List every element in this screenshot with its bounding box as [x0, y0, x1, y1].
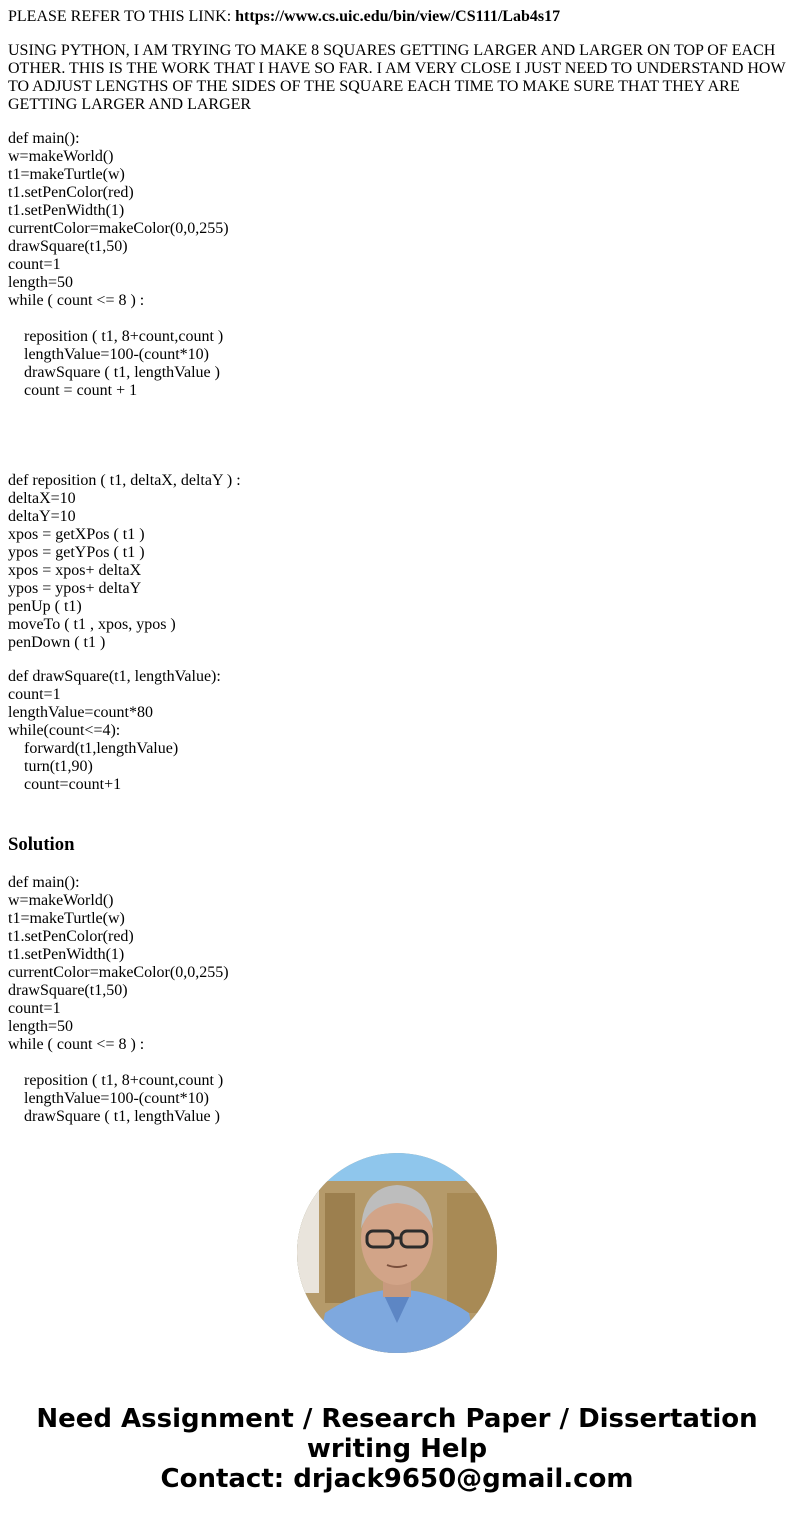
code-line: xpos = getXPos ( t1 ) — [8, 526, 145, 543]
footer-line-2: writing Help — [306, 1434, 488, 1464]
code-line: length=50 — [8, 1018, 74, 1035]
code-line: lengthValue=100-(count*10) — [24, 1090, 209, 1107]
code-line: t1.setPenWidth(1) — [8, 946, 125, 963]
footer-banner — [0, 1404, 794, 1494]
code-line: drawSquare(t1,50) — [8, 238, 128, 255]
code-line: w=makeWorld() — [8, 148, 114, 165]
code-line: count=count+1 — [24, 776, 122, 793]
code-line: while(count<=4): — [8, 722, 121, 739]
code-line: def drawSquare(t1, lengthValue): — [8, 668, 221, 685]
code-line: drawSquare(t1,50) — [8, 982, 128, 999]
reference-link[interactable]: https://www.cs.uic.edu/bin/view/CS111/Lab4s17 — [235, 8, 561, 25]
code-line: forward(t1,lengthValue) — [24, 740, 179, 757]
question-text: USING PYTHON, I AM TRYING TO MAKE 8 SQUARES GETTING LARGER AND LARGER ON TOP OF EACH OTHER. THIS IS THE WORK THAT I HAVE SO FAR. I AM VERY CLOSE I JUST NEED TO UNDERSTAND HOW TO ADJUST LENGTHS OF THE SIDES OF THE SQUARE EACH TIME TO MAKE SURE THAT THEY ARE GETTING LARGER AND LARGER — [8, 42, 786, 113]
code-line: ypos = ypos+ deltaY — [8, 580, 142, 597]
code-line: length=50 — [8, 274, 74, 291]
code-line: drawSquare ( t1, lengthValue ) — [24, 1108, 220, 1125]
code-main — [8, 130, 788, 472]
code-line: t1=makeTurtle(w) — [8, 910, 125, 927]
code-line: penDown ( t1 ) — [8, 634, 106, 651]
code-line: def reposition ( t1, deltaX, deltaY ) : — [8, 472, 241, 489]
code-line: drawSquare ( t1, lengthValue ) — [24, 364, 220, 381]
code-line: count = count + 1 — [24, 382, 138, 399]
code-line: penUp ( t1) — [8, 598, 82, 615]
code-line: count=1 — [8, 1000, 61, 1017]
code-line: t1=makeTurtle(w) — [8, 166, 125, 183]
code-line: reposition ( t1, 8+count,count ) — [24, 1072, 224, 1089]
code-line: moveTo ( t1 , xpos, ypos ) — [8, 616, 176, 633]
code-line: reposition ( t1, 8+count,count ) — [24, 328, 224, 345]
author-portrait-icon — [297, 1153, 497, 1353]
code-line: t1.setPenColor(red) — [8, 928, 134, 945]
code-line: while ( count <= 8 ) : — [8, 292, 145, 309]
intro-prefix: PLEASE REFER TO THIS LINK: — [8, 8, 236, 25]
code-line: def main(): — [8, 130, 80, 147]
solution-heading: Solution — [8, 834, 75, 855]
code-line: turn(t1,90) — [24, 758, 93, 775]
code-line: ypos = getYPos ( t1 ) — [8, 544, 145, 561]
code-line: xpos = xpos+ deltaX — [8, 562, 142, 579]
code-line: deltaY=10 — [8, 508, 76, 525]
code-line: lengthValue=100-(count*10) — [24, 346, 209, 363]
code-reposition — [8, 472, 788, 652]
footer-contact: Contact: drjack9650@gmail.com — [160, 1464, 634, 1494]
code-line: t1.setPenColor(red) — [8, 184, 134, 201]
author-avatar — [297, 1153, 497, 1353]
code-line: w=makeWorld() — [8, 892, 114, 909]
intro-line — [8, 8, 788, 26]
code-line: count=1 — [8, 256, 61, 273]
code-line: def main(): — [8, 874, 80, 891]
document-body — [8, 8, 788, 1126]
code-line: deltaX=10 — [8, 490, 76, 507]
code-line: currentColor=makeColor(0,0,255) — [8, 964, 229, 981]
solution-code — [8, 874, 788, 1126]
code-line: lengthValue=count*80 — [8, 704, 153, 721]
code-line: currentColor=makeColor(0,0,255) — [8, 220, 229, 237]
code-drawsquare — [8, 668, 788, 812]
code-line: count=1 — [8, 686, 61, 703]
footer-line-1: Need Assignment / Research Paper / Dissertation — [36, 1404, 758, 1434]
code-line: t1.setPenWidth(1) — [8, 202, 125, 219]
code-line: while ( count <= 8 ) : — [8, 1036, 145, 1053]
